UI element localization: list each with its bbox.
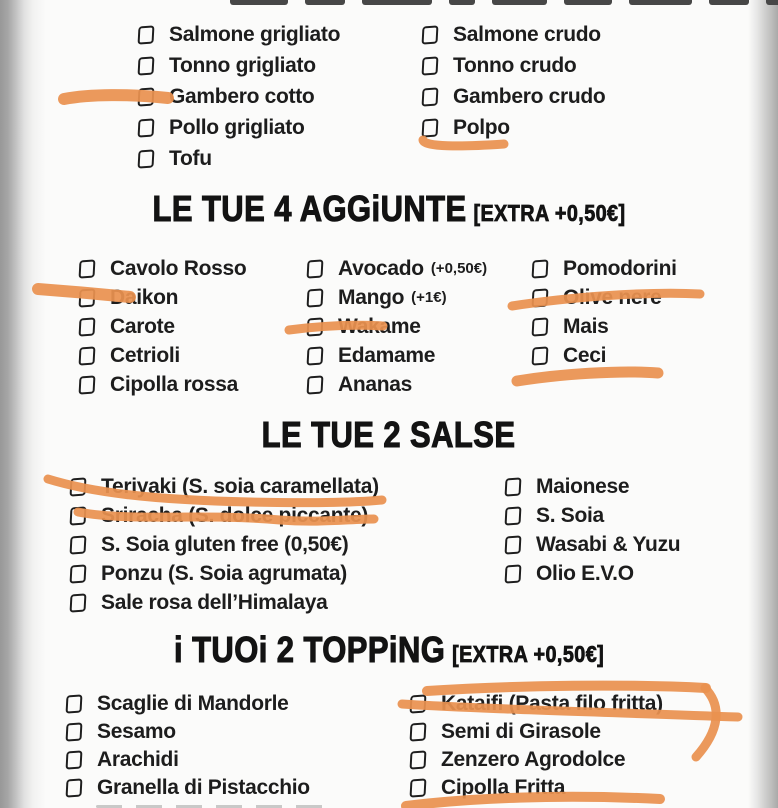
item-label: S. Soia gluten free (0,50€) — [101, 532, 349, 556]
checkbox[interactable] — [422, 56, 439, 75]
list-item — [79, 341, 246, 370]
checkbox[interactable] — [410, 750, 427, 769]
list-item — [410, 690, 663, 718]
checkbox[interactable] — [66, 778, 83, 797]
item-label: Avocado — [338, 256, 424, 280]
checkbox[interactable] — [138, 87, 155, 106]
checkbox[interactable] — [505, 506, 522, 525]
photo-left-margin — [0, 0, 46, 808]
checkbox[interactable] — [307, 375, 324, 394]
checkbox[interactable] — [79, 375, 96, 394]
item-label: Sale rosa dell’Himalaya — [101, 590, 328, 614]
checkbox[interactable] — [70, 506, 87, 525]
list-item — [66, 746, 310, 774]
list-item — [79, 254, 246, 283]
item-label: Polpo — [453, 115, 510, 139]
checkbox[interactable] — [422, 118, 439, 137]
list-item — [307, 341, 487, 370]
item-label: Mango — [338, 285, 405, 309]
checkbox[interactable] — [70, 593, 87, 612]
section-title-aggiunte — [0, 188, 778, 230]
item-label: Arachidi — [97, 748, 179, 771]
checkbox[interactable] — [532, 259, 549, 278]
checkbox[interactable] — [532, 317, 549, 336]
list-item — [79, 370, 246, 399]
checkbox[interactable] — [532, 346, 549, 365]
photo-right-margin — [748, 0, 778, 808]
item-label: Sriracha (S. dolce piccante) — [101, 503, 369, 527]
list-item — [410, 746, 663, 774]
item-label: Scaglie di Mandorle — [97, 692, 289, 715]
item-label: Tofu — [169, 146, 212, 170]
list-item — [70, 472, 379, 501]
checkbox[interactable] — [138, 149, 155, 168]
checkbox[interactable] — [422, 25, 439, 44]
list-item — [70, 530, 379, 559]
item-label: Teriyaki (S. soia caramellata) — [101, 474, 379, 498]
checkbox[interactable] — [138, 56, 155, 75]
item-label: Daikon — [110, 285, 179, 309]
item-label: Pollo grigliato — [169, 115, 305, 139]
checkbox[interactable] — [422, 87, 439, 106]
item-label: Granella di Pistacchio — [97, 776, 310, 799]
list-item — [138, 81, 340, 112]
title-extra: [EXTRA +0,50€] — [473, 200, 626, 226]
item-label: Carote — [110, 314, 175, 338]
checkbox[interactable] — [66, 750, 83, 769]
list-item — [66, 774, 310, 802]
list-item — [79, 312, 246, 341]
item-label: Tonno crudo — [453, 53, 577, 77]
checkbox[interactable] — [410, 694, 427, 713]
list-item — [70, 501, 379, 530]
item-label: Wakame — [338, 314, 421, 338]
item-label: Ceci — [563, 343, 607, 367]
item-label: Maionese — [536, 474, 630, 498]
item-label: Kataifi (Pasta filo fritta) — [441, 692, 663, 715]
item-label: Pomodorini — [563, 256, 677, 280]
list-item — [138, 19, 340, 50]
item-price-note: (+0,50€) — [430, 260, 488, 277]
list-item — [138, 143, 340, 174]
list-item — [307, 283, 487, 312]
checkbox[interactable] — [307, 259, 324, 278]
list-item — [505, 501, 680, 530]
checkbox[interactable] — [66, 722, 83, 741]
list-item — [66, 690, 310, 718]
checkbox[interactable] — [532, 288, 549, 307]
checkbox[interactable] — [79, 346, 96, 365]
item-label: Semi di Girasole — [441, 720, 601, 743]
checkbox[interactable] — [66, 694, 83, 713]
checkbox[interactable] — [79, 317, 96, 336]
checkbox[interactable] — [70, 564, 87, 583]
item-label: Cetrioli — [110, 343, 180, 367]
title-text: i TUOi 2 TOPPiNG — [173, 629, 446, 670]
item-label: S. Soia — [536, 503, 604, 527]
list-item — [505, 559, 680, 588]
list-item — [505, 530, 680, 559]
list-item — [410, 718, 663, 746]
item-label: Ananas — [338, 372, 413, 396]
checkbox[interactable] — [505, 564, 522, 583]
list-item — [532, 283, 677, 312]
item-label: Olio E.V.O — [536, 561, 634, 585]
list-item — [422, 19, 605, 50]
list-item — [532, 341, 677, 370]
list-item — [66, 718, 310, 746]
checkbox[interactable] — [138, 118, 155, 137]
list-item — [70, 559, 379, 588]
checkbox[interactable] — [79, 259, 96, 278]
item-label: Wasabi & Yuzu — [536, 532, 681, 556]
list-item — [505, 472, 680, 501]
list-item — [138, 50, 340, 81]
list-item — [307, 370, 487, 399]
cutoff-header-remnant — [230, 0, 778, 5]
item-label: Edamame — [338, 343, 436, 367]
list-item — [410, 774, 663, 802]
item-label: Cipolla Fritta — [441, 776, 566, 799]
list-item — [422, 81, 605, 112]
checkbox[interactable] — [307, 288, 324, 307]
title-text: LE TUE 2 SALSE — [262, 414, 516, 455]
item-label: Salmone grigliato — [169, 22, 341, 46]
item-label: Gambero crudo — [453, 84, 606, 108]
item-label: Gambero cotto — [169, 84, 315, 108]
item-price-note: (+1€) — [411, 289, 447, 306]
item-label: Tonno grigliato — [169, 53, 316, 77]
checkbox[interactable] — [138, 25, 155, 44]
item-label: Ponzu (S. Soia agrumata) — [101, 561, 347, 585]
list-item — [532, 312, 677, 341]
marker-underline-ceci — [517, 372, 658, 381]
list-item — [307, 312, 487, 341]
section-title-topping — [0, 629, 778, 671]
checkbox[interactable] — [70, 477, 87, 496]
list-item — [79, 283, 246, 312]
section-title-salse — [0, 414, 778, 456]
item-label: Sesamo — [97, 720, 176, 743]
item-label: Zenzero Agrodolce — [441, 748, 626, 771]
checkbox[interactable] — [410, 722, 427, 741]
list-item — [532, 254, 677, 283]
marker-strike-kataifi-diagonal — [696, 688, 716, 757]
checkbox[interactable] — [505, 477, 522, 496]
checkbox[interactable] — [79, 288, 96, 307]
item-label: Cavolo Rosso — [110, 256, 247, 280]
item-label: Mais — [563, 314, 609, 338]
checkbox[interactable] — [70, 535, 87, 554]
item-label: Olive nere — [563, 285, 662, 309]
checkbox[interactable] — [410, 778, 427, 797]
list-item — [422, 112, 605, 143]
list-item — [422, 50, 605, 81]
list-item — [70, 588, 379, 617]
title-extra: [EXTRA +0,50€] — [452, 641, 605, 667]
list-item — [307, 254, 487, 283]
checkbox[interactable] — [307, 346, 324, 365]
checkbox[interactable] — [505, 535, 522, 554]
item-label: Salmone crudo — [453, 22, 601, 46]
title-text: LE TUE 4 AGGiUNTE — [152, 188, 467, 229]
checkbox[interactable] — [307, 317, 324, 336]
item-label: Cipolla rossa — [110, 372, 238, 396]
list-item — [138, 112, 340, 143]
